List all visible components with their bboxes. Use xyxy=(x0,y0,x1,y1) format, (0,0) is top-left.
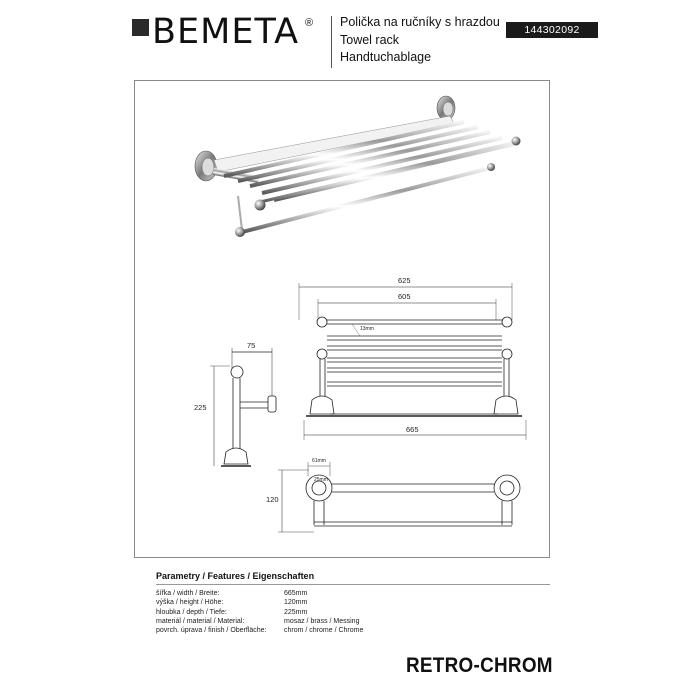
param-label: šířka / width / Breite: xyxy=(156,590,220,597)
technical-drawing xyxy=(134,80,550,558)
dim-inner-width: 605 xyxy=(398,292,411,301)
param-value: 665mm xyxy=(284,590,308,597)
param-label: hloubka / depth / Tiefe: xyxy=(156,608,227,616)
param-value: mosaz / brass / Messing xyxy=(284,617,360,625)
dim-flange: 61mm xyxy=(312,458,326,464)
param-label: výška / height / Höhe: xyxy=(156,599,224,607)
dim-depth-top: 75 xyxy=(247,341,256,350)
side-view-drawing xyxy=(210,348,276,466)
product-name-de: Handtuchablage xyxy=(340,50,432,64)
series-name: RETRO-CHROM xyxy=(406,654,553,677)
dim-overall-width: 625 xyxy=(398,276,411,285)
dim-flange-inner: 25mm xyxy=(314,477,328,483)
param-value: chrom / chrome / Chrome xyxy=(284,627,364,635)
param-value: 120mm xyxy=(284,599,308,607)
param-value: 225mm xyxy=(284,608,308,616)
dim-height-bottom: 120 xyxy=(266,495,279,504)
product-photo xyxy=(195,96,521,237)
product-code-badge: 144302092 xyxy=(506,22,598,38)
brand-logo: BEMETA xyxy=(152,12,300,52)
product-name-en: Towel rack xyxy=(340,32,400,47)
param-label: materiál / material / Material: xyxy=(156,617,245,625)
dim-height-side: 225 xyxy=(194,403,207,412)
dim-small-gap: 13mm xyxy=(360,326,374,332)
parameters-divider xyxy=(156,584,550,585)
product-names xyxy=(340,14,500,67)
front-view-drawing xyxy=(299,283,526,440)
brand-logo-mark xyxy=(132,19,149,36)
dim-base-width: 665 xyxy=(406,425,419,434)
parameters-title: Parametry / Features / Eigenschaften xyxy=(156,571,315,581)
header-divider xyxy=(331,16,332,68)
param-label: povrch. úprava / finish / Oberfläche: xyxy=(156,627,267,635)
product-name-cz: Polička na ručníky s hrazdou xyxy=(340,15,500,29)
top-view-drawing xyxy=(278,462,520,532)
registered-mark: ® xyxy=(305,17,314,29)
